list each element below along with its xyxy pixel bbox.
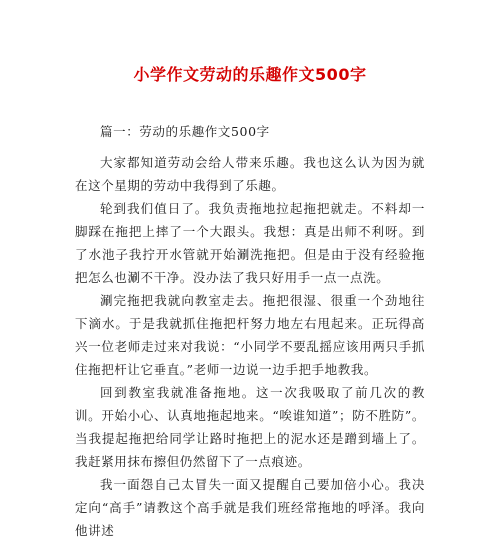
paragraph: 回到教室我就准备拖地。这一次我吸取了前几次的教训。开始小心、认真地拖起地来。“唉谁知道”；防不胜防”。当我提起拖把给同学让路时拖把上的泥水还是蹭到墙上了。我赶紧用抹布擦但仍然留下了一点痕迹。 [75,385,425,469]
section-heading: 篇一：劳动的乐趣作文500字 [100,124,270,139]
paragraph: 我一面怨自己太冒失一面又提醒自己要加倍小心。我决定向“高手”请教这个高手就是我们班经常拖地的呼泽。我向他讲述 [75,477,425,538]
article-body [75,120,425,542]
paragraph: 大家都知道劳动会给人带来乐趣。我也这么认为因为就在这个星期的劳动中我得到了乐趣。 [75,155,425,193]
paragraph: 轮到我们值日了。我负责拖地拉起拖把就走。不料却一脚踩在拖把上摔了一个大跟头。我想：真是出师不利呀。到了水池子我拧开水管就开始涮洗拖把。但是由于没有经验拖把怎么也涮不干净。没办法了我只好用手一点一点洗。 [75,201,425,285]
article-title: 小学作文劳动的乐趣作文500字 [133,65,367,84]
paragraph: 涮完拖把我就向教室走去。拖把很湿、很重一个劲地往下滴水。于是我就抓住拖把杆努力地左右甩起来。正玩得高兴一位老师走过来对我说：“小同学不要乱摇应该用两只手抓住拖把杆让它垂直。”老师一边说一边手把手地教我。 [75,293,425,377]
